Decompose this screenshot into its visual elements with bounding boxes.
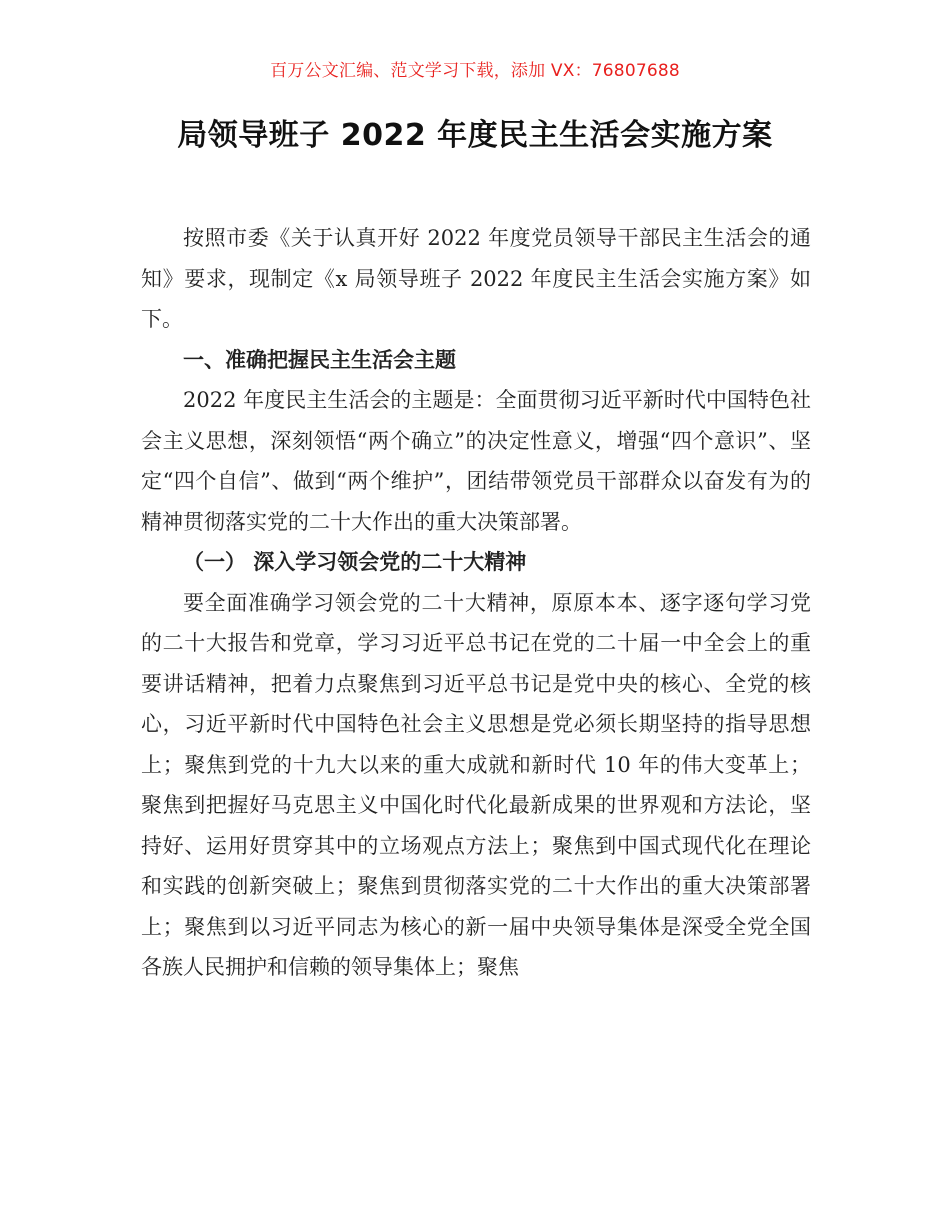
header-watermark-note: 百万公文汇编、范文学习下载，添加 VX：76807688: [270, 61, 680, 81]
section-heading-1: 一、准确把握民主生活会主题: [183, 347, 456, 372]
section-paragraph-1: 2022 年度民主生活会的主题是：全面贯彻习近平新时代中国特色社会主义思想，深刻领悟“两个确立”的决定性意义，增强“四个意识”、坚定“四个自信”、做到“两个维护”，团结带领党员干部群众以奋发有为的精神贯彻落实党的二十大作出的重大决策部署。: [141, 388, 811, 534]
document-body: [141, 218, 811, 988]
subsection-paragraph-1: 要全面准确学习领会党的二十大精神，原原本本、逐字逐句学习党的二十大报告和党章，学习习近平总书记在党的二十届一中全会上的重要讲话精神，把着力点聚焦到习近平总书记是党中央的核心、全党的核心，习近平新时代中国特色社会主义思想是党必须长期坚持的指导思想上；聚焦到党的十九大以来的重大成就和新时代 10 年的伟大变革上；聚焦到把握好马克思主义中国化时代化最新成果的世界观和方法论，坚持好、运用好贯穿其中的立场观点方法上；聚焦到中国式现代化在理论和实践的创新突破上；聚焦到贯彻落实党的二十大作出的重大决策部署上；聚焦到以习近平同志为核心的新一届中央领导集体是深受全党全国各族人民拥护和信赖的领导集体上；聚焦: [141, 590, 811, 979]
document-title: 局领导班子 2022 年度民主生活会实施方案: [177, 118, 773, 153]
subsection-heading-1: （一） 深入学习领会党的二十大精神: [183, 550, 527, 574]
intro-paragraph: 按照市委《关于认真开好 2022 年度党员领导干部民主生活会的通知》要求，现制定《x 局领导班子 2022 年度民主生活会实施方案》如下。: [141, 226, 811, 331]
